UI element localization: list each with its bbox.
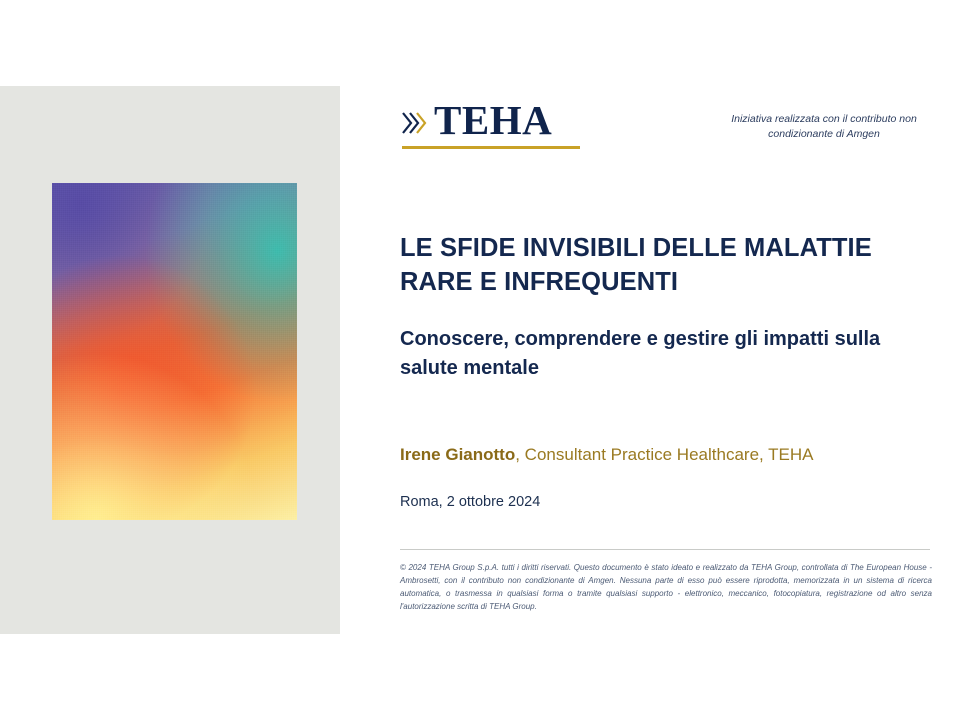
gradient-artwork — [52, 183, 297, 520]
copyright-notice: © 2024 TEHA Group S.p.A. tutti i diritti riservati. Questo documento è stato ideato e realizzato da TEHA Group, controllata di The European House - Ambrosetti, con il contributo non condizionante di Amgen. Nessuna parte di esso può essere riprodotta, memorizzata in un sistema di ricerca automatica, o trasmessa in qualsiasi forma o tramite qualsiasi supporto - elettronico, meccanico, fotocopiatura, registrazione od altro senza l'autorizzazione scritta di TEHA Group. — [400, 563, 932, 611]
author-line — [400, 443, 940, 467]
page-title: LE SFIDE INVISIBILI DELLE MALATTIE RARE E INFREQUENTI — [400, 234, 872, 296]
page-subtitle: Conoscere, comprendere e gestire gli impatti sulla salute mentale — [400, 328, 881, 379]
teha-monogram-icon — [400, 108, 430, 138]
place-date: Roma, 2 ottobre 2024 — [400, 494, 541, 510]
logo-row — [400, 97, 940, 160]
teha-logo-text: TEHA — [434, 97, 553, 143]
author-name: Irene Gianotto — [400, 445, 516, 464]
slide-content — [400, 0, 940, 720]
left-visual-panel — [0, 86, 340, 634]
teha-logo — [400, 97, 553, 143]
author-role: , Consultant Practice Healthcare, TEHA — [515, 445, 814, 464]
footer-divider — [400, 549, 930, 550]
logo-underline — [402, 146, 580, 149]
contribution-note: Iniziativa realizzata con il contributo non condizionante di Amgen — [731, 113, 917, 141]
